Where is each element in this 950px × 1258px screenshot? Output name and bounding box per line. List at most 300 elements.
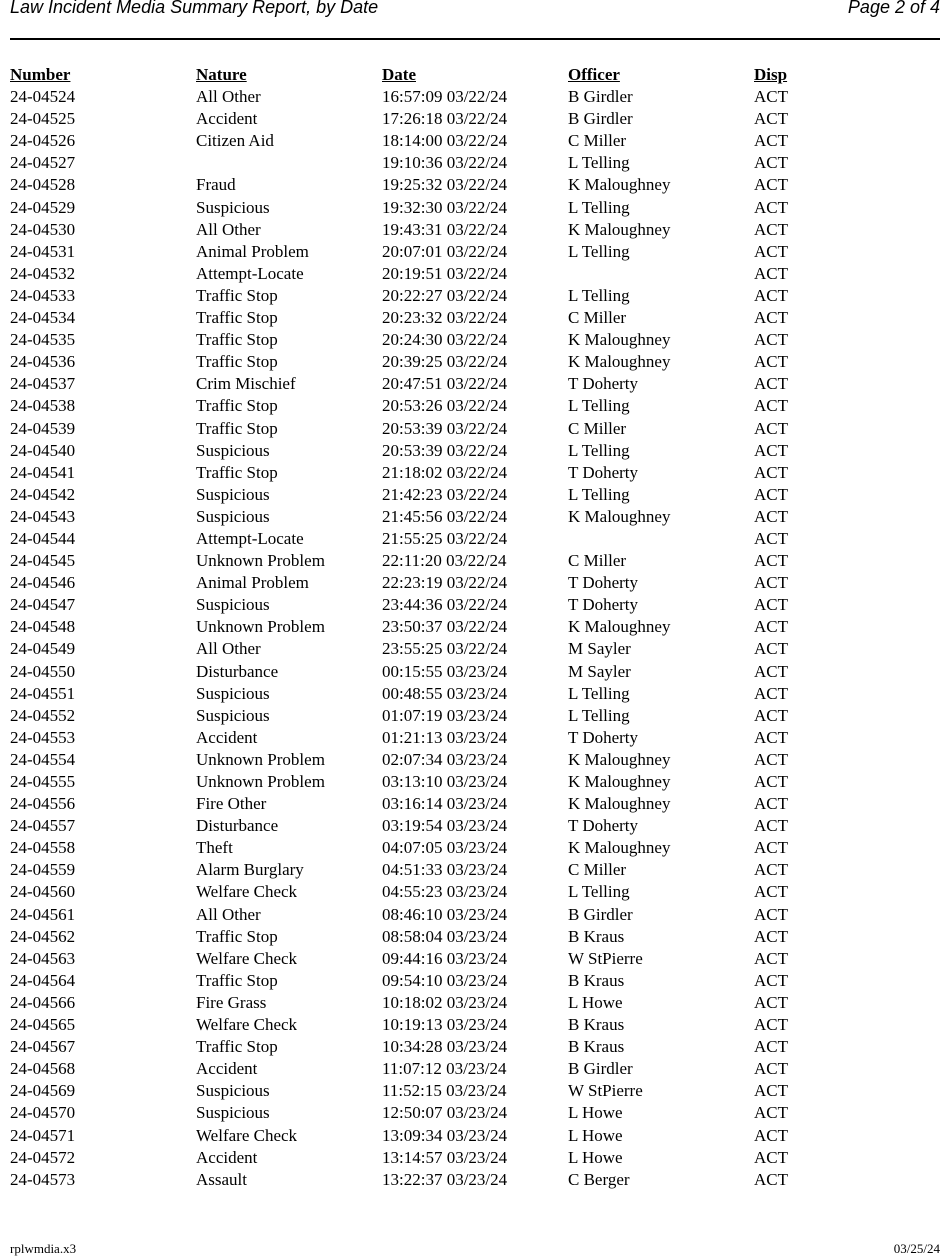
cell-number: 24-04558: [10, 838, 76, 858]
cell-nature: Traffic Stop: [196, 285, 278, 305]
table-row: [10, 926, 940, 948]
cell-date: 02:07:34 03/23/24: [382, 749, 508, 769]
cell-disp: ACT: [754, 1125, 788, 1145]
cell-officer: K Maloughney: [568, 772, 671, 791]
cell-nature: Suspicious: [196, 705, 270, 725]
cell-number: 24-04538: [10, 396, 76, 416]
table-row: [10, 462, 940, 484]
cell-nature: Accident: [196, 1147, 258, 1167]
table-row: [10, 727, 940, 749]
cell-disp: ACT: [754, 617, 788, 637]
cell-nature: Alarm Burglary: [196, 860, 304, 880]
cell-nature: Suspicious: [196, 683, 270, 703]
cell-number: 24-04539: [10, 418, 76, 438]
cell-number: 24-04540: [10, 440, 76, 460]
cell-number: 24-04528: [10, 175, 76, 195]
cell-officer: C Miller: [568, 860, 627, 880]
cell-disp: ACT: [754, 175, 788, 195]
cell-date: 19:25:32 03/22/24: [382, 175, 508, 195]
cell-date: 00:48:55 03/23/24: [382, 683, 508, 703]
cell-nature: Suspicious: [196, 197, 270, 217]
cell-date: 22:11:20 03/22/24: [382, 551, 507, 571]
cell-disp: ACT: [754, 970, 788, 990]
cell-number: 24-04564: [10, 970, 76, 990]
cell-officer: L Telling: [568, 153, 630, 173]
table-row: [10, 970, 940, 992]
cell-nature: Disturbance: [196, 661, 279, 681]
cell-date: 10:18:02 03/23/24: [382, 992, 508, 1012]
cell-officer: T Doherty: [568, 462, 639, 482]
cell-disp: ACT: [754, 263, 788, 283]
cell-date: 21:42:23 03/22/24: [382, 484, 508, 504]
cell-number: 24-04553: [10, 727, 76, 747]
table-row: [10, 881, 940, 903]
cell-nature: Suspicious: [196, 595, 270, 615]
cell-number: 24-04544: [10, 528, 76, 548]
cell-date: 20:53:39 03/22/24: [382, 440, 508, 460]
cell-nature: Assault: [196, 1169, 247, 1189]
cell-nature: Welfare Check: [196, 1125, 298, 1145]
cell-officer: T Doherty: [568, 595, 639, 615]
cell-number: 24-04536: [10, 352, 76, 372]
cell-date: 20:53:26 03/22/24: [382, 396, 508, 416]
cell-disp: ACT: [754, 926, 788, 946]
cell-date: 12:50:07 03/23/24: [382, 1103, 508, 1123]
cell-officer: L Howe: [568, 992, 623, 1012]
cell-disp: ACT: [754, 219, 788, 239]
cell-officer: C Miller: [568, 131, 627, 151]
cell-disp: ACT: [754, 772, 788, 791]
cell-officer: T Doherty: [568, 816, 639, 836]
cell-date: 09:54:10 03/23/24: [382, 970, 508, 990]
cell-disp: ACT: [754, 727, 788, 747]
cell-date: 03:16:14 03/23/24: [382, 794, 508, 814]
cell-number: 24-04543: [10, 506, 76, 526]
cell-date: 18:14:00 03/22/24: [382, 131, 508, 151]
cell-date: 10:34:28 03/23/24: [382, 1037, 508, 1057]
cell-nature: Traffic Stop: [196, 418, 278, 438]
cell-disp: ACT: [754, 838, 788, 858]
cell-officer: L Telling: [568, 683, 630, 703]
cell-disp: ACT: [754, 440, 788, 460]
cell-officer: K Maloughney: [568, 838, 671, 858]
table-body: [10, 86, 940, 1191]
cell-disp: ACT: [754, 87, 788, 107]
cell-officer: B Kraus: [568, 1037, 625, 1057]
cell-number: 24-04545: [10, 551, 76, 571]
cell-officer: B Girdler: [568, 109, 633, 129]
cell-disp: ACT: [754, 573, 788, 593]
cell-date: 19:32:30 03/22/24: [382, 197, 508, 217]
cell-disp: ACT: [754, 528, 788, 548]
cell-number: 24-04557: [10, 816, 76, 836]
table-row: [10, 219, 940, 241]
cell-nature: Traffic Stop: [196, 396, 278, 416]
cell-disp: ACT: [754, 1037, 788, 1057]
table-row: [10, 307, 940, 329]
cell-date: 11:52:15 03/23/24: [382, 1081, 507, 1101]
cell-date: 11:07:12 03/23/24: [382, 1059, 507, 1079]
cell-number: 24-04556: [10, 794, 76, 814]
cell-date: 08:46:10 03/23/24: [382, 904, 508, 924]
table-row: [10, 1014, 940, 1036]
cell-nature: All Other: [196, 87, 261, 107]
table-row: [10, 661, 940, 683]
cell-number: 24-04572: [10, 1147, 76, 1167]
cell-officer: K Maloughney: [568, 330, 671, 350]
cell-disp: ACT: [754, 308, 788, 328]
cell-nature: Attempt-Locate: [196, 263, 304, 283]
cell-disp: ACT: [754, 683, 788, 703]
cell-date: 23:44:36 03/22/24: [382, 595, 508, 615]
cell-number: 24-04571: [10, 1125, 76, 1145]
cell-date: 04:07:05 03/23/24: [382, 838, 508, 858]
table-row: [10, 197, 940, 219]
cell-number: 24-04551: [10, 683, 76, 703]
table-row: [10, 815, 940, 837]
cell-date: 20:24:30 03/22/24: [382, 330, 508, 350]
cell-disp: ACT: [754, 285, 788, 305]
cell-officer: [568, 528, 754, 550]
cell-disp: ACT: [754, 551, 788, 571]
cell-officer: M Sayler: [568, 661, 631, 681]
cell-officer: K Maloughney: [568, 506, 671, 526]
cell-date: 22:23:19 03/22/24: [382, 573, 508, 593]
cell-disp: ACT: [754, 1103, 788, 1123]
table-row: [10, 859, 940, 881]
table-row: [10, 771, 940, 793]
cell-number: 24-04525: [10, 109, 76, 129]
cell-date: 17:26:18 03/22/24: [382, 109, 508, 129]
cell-nature: All Other: [196, 219, 261, 239]
cell-disp: ACT: [754, 794, 788, 814]
cell-nature: Accident: [196, 727, 258, 747]
cell-nature: Welfare Check: [196, 882, 298, 902]
cell-disp: ACT: [754, 860, 788, 880]
table-row: [10, 152, 940, 174]
cell-officer: L Telling: [568, 396, 630, 416]
cell-disp: ACT: [754, 1147, 788, 1167]
cell-number: 24-04569: [10, 1081, 76, 1101]
table-row: [10, 1036, 940, 1058]
cell-officer: C Berger: [568, 1169, 630, 1189]
table-row: [10, 683, 940, 705]
cell-officer: L Telling: [568, 285, 630, 305]
cell-officer: K Maloughney: [568, 617, 671, 637]
cell-officer: T Doherty: [568, 573, 639, 593]
cell-date: 20:07:01 03/22/24: [382, 241, 508, 261]
cell-nature: Welfare Check: [196, 1015, 298, 1035]
cell-disp: ACT: [754, 661, 788, 681]
cell-nature: Citizen Aid: [196, 131, 274, 151]
cell-number: 24-04530: [10, 219, 76, 239]
column-header-nature: Nature: [196, 65, 247, 84]
cell-nature: Animal Problem: [196, 573, 309, 593]
cell-nature: [196, 152, 382, 174]
cell-number: 24-04555: [10, 772, 76, 791]
cell-disp: ACT: [754, 1015, 788, 1035]
table-row: [10, 1102, 940, 1124]
cell-number: 24-04565: [10, 1015, 76, 1035]
table-row: [10, 528, 940, 550]
cell-number: 24-04568: [10, 1059, 76, 1079]
cell-nature: Animal Problem: [196, 241, 309, 261]
table-row: [10, 373, 940, 395]
cell-number: 24-04567: [10, 1037, 76, 1057]
cell-nature: Unknown Problem: [196, 551, 325, 571]
cell-nature: Attempt-Locate: [196, 528, 304, 548]
cell-number: 24-04531: [10, 241, 76, 261]
cell-number: 24-04550: [10, 661, 76, 681]
cell-number: 24-04561: [10, 904, 76, 924]
table-row: [10, 418, 940, 440]
table-row: [10, 506, 940, 528]
cell-date: 08:58:04 03/23/24: [382, 926, 508, 946]
cell-date: 20:23:32 03/22/24: [382, 308, 508, 328]
table-row: [10, 395, 940, 417]
footer-print-date: 03/25/24: [893, 1241, 940, 1256]
cell-date: 01:07:19 03/23/24: [382, 705, 508, 725]
cell-disp: ACT: [754, 1169, 788, 1189]
cell-number: 24-04573: [10, 1169, 76, 1189]
table-row: [10, 837, 940, 859]
cell-nature: Traffic Stop: [196, 330, 278, 350]
cell-date: 13:22:37 03/23/24: [382, 1169, 508, 1189]
cell-date: 04:51:33 03/23/24: [382, 860, 508, 880]
cell-officer: K Maloughney: [568, 794, 671, 814]
table-row: [10, 572, 940, 594]
cell-officer: W StPierre: [568, 1081, 643, 1101]
cell-officer: B Girdler: [568, 87, 633, 107]
cell-officer: C Miller: [568, 308, 627, 328]
cell-nature: All Other: [196, 904, 261, 924]
table-row: [10, 1125, 940, 1147]
cell-number: 24-04541: [10, 462, 76, 482]
cell-number: 24-04548: [10, 617, 76, 637]
cell-nature: Fire Other: [196, 794, 267, 814]
cell-nature: Suspicious: [196, 1081, 270, 1101]
table-row: [10, 992, 940, 1014]
cell-disp: ACT: [754, 639, 788, 659]
table-row: [10, 638, 940, 660]
cell-date: 10:19:13 03/23/24: [382, 1015, 508, 1035]
cell-nature: Disturbance: [196, 816, 279, 836]
cell-nature: Suspicious: [196, 440, 270, 460]
cell-number: 24-04537: [10, 374, 76, 394]
cell-date: 13:09:34 03/23/24: [382, 1125, 508, 1145]
cell-officer: K Maloughney: [568, 175, 671, 195]
cell-nature: Traffic Stop: [196, 352, 278, 372]
cell-officer: T Doherty: [568, 374, 639, 394]
column-header-officer: Officer: [568, 65, 620, 84]
cell-number: 24-04526: [10, 131, 76, 151]
cell-nature: Traffic Stop: [196, 308, 278, 328]
cell-date: 20:22:27 03/22/24: [382, 285, 508, 305]
cell-disp: ACT: [754, 197, 788, 217]
header-divider: [10, 38, 940, 40]
table-row: [10, 1080, 940, 1102]
table-row: [10, 1169, 940, 1191]
table-row: [10, 550, 940, 572]
cell-date: 13:14:57 03/23/24: [382, 1147, 508, 1167]
cell-date: 20:39:25 03/22/24: [382, 352, 508, 372]
cell-number: 24-04554: [10, 749, 76, 769]
cell-officer: K Maloughney: [568, 352, 671, 372]
cell-nature: Accident: [196, 1059, 258, 1079]
cell-date: 21:18:02 03/22/24: [382, 462, 508, 482]
cell-nature: Crim Mischief: [196, 374, 296, 394]
cell-disp: ACT: [754, 749, 788, 769]
cell-officer: L Telling: [568, 882, 630, 902]
table-row: [10, 174, 940, 196]
table-row: [10, 749, 940, 771]
table-row: [10, 285, 940, 307]
cell-disp: ACT: [754, 904, 788, 924]
cell-officer: L Howe: [568, 1125, 623, 1145]
cell-date: 23:50:37 03/22/24: [382, 617, 508, 637]
cell-disp: ACT: [754, 153, 788, 173]
cell-date: 09:44:16 03/23/24: [382, 948, 508, 968]
cell-number: 24-04563: [10, 948, 76, 968]
cell-nature: Accident: [196, 109, 258, 129]
cell-nature: Unknown Problem: [196, 749, 325, 769]
cell-date: 03:13:10 03/23/24: [382, 772, 508, 791]
incident-table: [10, 64, 940, 1191]
cell-number: 24-04552: [10, 705, 76, 725]
cell-number: 24-04532: [10, 263, 76, 283]
table-row: [10, 594, 940, 616]
table-row: [10, 130, 940, 152]
cell-officer: W StPierre: [568, 948, 643, 968]
cell-officer: L Telling: [568, 440, 630, 460]
cell-officer: M Sayler: [568, 639, 631, 659]
table-row: [10, 440, 940, 462]
cell-date: 20:19:51 03/22/24: [382, 263, 508, 283]
cell-officer: K Maloughney: [568, 749, 671, 769]
table-row: [10, 86, 940, 108]
cell-disp: ACT: [754, 418, 788, 438]
cell-officer: L Telling: [568, 241, 630, 261]
cell-disp: ACT: [754, 484, 788, 504]
cell-date: 19:43:31 03/22/24: [382, 219, 508, 239]
table-row: [10, 263, 940, 285]
footer-report-id: rplwmdia.x3: [10, 1241, 77, 1256]
cell-nature: Fraud: [196, 175, 236, 195]
cell-date: 19:10:36 03/22/24: [382, 153, 508, 173]
column-header-number: Number: [10, 65, 71, 84]
column-header-date: Date: [382, 65, 416, 84]
cell-disp: ACT: [754, 109, 788, 129]
cell-disp: ACT: [754, 131, 788, 151]
table-row: [10, 351, 940, 373]
cell-nature: Theft: [196, 838, 233, 858]
cell-number: 24-04562: [10, 926, 76, 946]
cell-disp: ACT: [754, 1081, 788, 1101]
cell-number: 24-04570: [10, 1103, 76, 1123]
cell-number: 24-04559: [10, 860, 76, 880]
table-row: [10, 904, 940, 926]
cell-nature: All Other: [196, 639, 261, 659]
cell-disp: ACT: [754, 705, 788, 725]
cell-nature: Traffic Stop: [196, 462, 278, 482]
cell-nature: Welfare Check: [196, 948, 298, 968]
cell-officer: K Maloughney: [568, 219, 671, 239]
cell-nature: Traffic Stop: [196, 970, 278, 990]
cell-officer: B Girdler: [568, 1059, 633, 1079]
cell-officer: B Girdler: [568, 904, 633, 924]
cell-nature: Suspicious: [196, 484, 270, 504]
cell-number: 24-04549: [10, 639, 76, 659]
table-row: [10, 948, 940, 970]
cell-disp: ACT: [754, 506, 788, 526]
cell-disp: ACT: [754, 882, 788, 902]
table-row: [10, 616, 940, 638]
cell-disp: ACT: [754, 241, 788, 261]
cell-nature: Traffic Stop: [196, 1037, 278, 1057]
cell-number: 24-04529: [10, 197, 76, 217]
cell-officer: [568, 263, 754, 285]
table-row: [10, 1058, 940, 1080]
cell-disp: ACT: [754, 992, 788, 1012]
cell-officer: C Miller: [568, 551, 627, 571]
cell-disp: ACT: [754, 396, 788, 416]
table-row: [10, 241, 940, 263]
cell-date: 23:55:25 03/22/24: [382, 639, 508, 659]
cell-number: 24-04547: [10, 595, 76, 615]
cell-date: 00:15:55 03/23/24: [382, 661, 508, 681]
cell-nature: Suspicious: [196, 506, 270, 526]
cell-number: 24-04527: [10, 153, 76, 173]
cell-date: 01:21:13 03/23/24: [382, 727, 508, 747]
cell-number: 24-04560: [10, 882, 76, 902]
cell-disp: ACT: [754, 352, 788, 372]
table-row: [10, 1147, 940, 1169]
cell-number: 24-04533: [10, 285, 76, 305]
cell-disp: ACT: [754, 816, 788, 836]
cell-number: 24-04546: [10, 573, 76, 593]
cell-date: 03:19:54 03/23/24: [382, 816, 508, 836]
cell-nature: Traffic Stop: [196, 926, 278, 946]
cell-number: 24-04535: [10, 330, 76, 350]
cell-nature: Suspicious: [196, 1103, 270, 1123]
cell-date: 21:45:56 03/22/24: [382, 506, 508, 526]
cell-nature: Unknown Problem: [196, 772, 325, 791]
table-row: [10, 484, 940, 506]
report-title: Law Incident Media Summary Report, by Date: [10, 0, 379, 17]
cell-nature: Fire Grass: [196, 992, 267, 1012]
cell-date: 20:47:51 03/22/24: [382, 374, 508, 394]
cell-nature: Unknown Problem: [196, 617, 325, 637]
cell-date: 20:53:39 03/22/24: [382, 418, 508, 438]
table-row: [10, 108, 940, 130]
cell-disp: ACT: [754, 948, 788, 968]
cell-officer: L Howe: [568, 1147, 623, 1167]
cell-officer: B Kraus: [568, 1015, 625, 1035]
cell-officer: L Telling: [568, 705, 630, 725]
cell-number: 24-04566: [10, 992, 76, 1012]
cell-number: 24-04542: [10, 484, 76, 504]
page-indicator: Page 2 of 4: [847, 0, 940, 17]
cell-date: 04:55:23 03/23/24: [382, 882, 508, 902]
cell-date: 16:57:09 03/22/24: [382, 87, 508, 107]
table-header-row: [10, 64, 940, 86]
cell-disp: ACT: [754, 374, 788, 394]
cell-officer: L Telling: [568, 484, 630, 504]
cell-officer: C Miller: [568, 418, 627, 438]
cell-officer: T Doherty: [568, 727, 639, 747]
cell-disp: ACT: [754, 330, 788, 350]
cell-officer: L Telling: [568, 197, 630, 217]
